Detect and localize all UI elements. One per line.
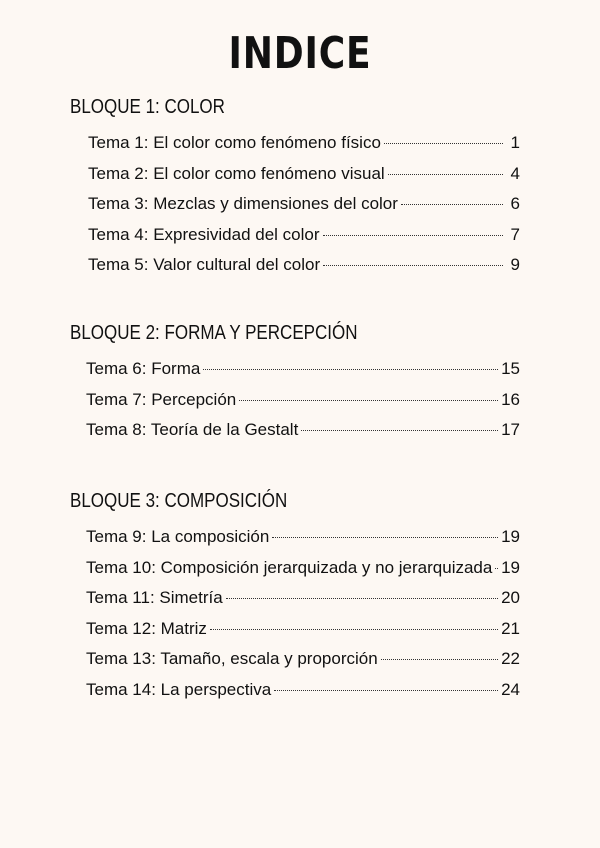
entry-page: 6 <box>510 194 520 213</box>
entry-label: Tema 1: El color como fenómeno físico <box>88 133 381 152</box>
entry-label: Tema 2: El color como fenómeno visual <box>88 163 385 183</box>
entry-label: Tema 14: La perspectiva <box>86 679 272 699</box>
entry-label: Tema 10: Composición jerarquizada y no jerarquizada <box>86 557 493 577</box>
entry-label: Tema 5: Valor cultural del color <box>88 255 321 274</box>
block-composicion <box>70 490 520 710</box>
entry-page: 21 <box>501 618 520 638</box>
toc-entry[interactable] <box>88 225 520 256</box>
dot-leader <box>323 235 503 236</box>
block-title: BLOQUE 2: FORMA Y PERCEPCIÓN <box>70 322 358 344</box>
dot-leader <box>495 568 498 569</box>
dot-leader <box>381 659 498 660</box>
entry-page: 9 <box>510 255 520 274</box>
block-forma-percepcion <box>70 322 520 451</box>
entry-label: Tema 13: Tamaño, escala y proporción <box>86 649 378 668</box>
toc-entry[interactable] <box>86 420 520 451</box>
entry-label: Tema 8: Teoría de la Gestalt <box>86 420 299 439</box>
entry-page: 17 <box>501 420 520 439</box>
entry-page: 7 <box>510 224 520 244</box>
toc-entry[interactable] <box>86 619 520 650</box>
entry-page: 16 <box>501 389 520 409</box>
entry-page: 24 <box>501 679 520 699</box>
dot-leader <box>226 598 498 599</box>
dot-leader <box>272 537 498 538</box>
entry-label: Tema 6: Forma <box>86 359 201 378</box>
dot-leader <box>323 265 503 266</box>
entry-label: Tema 4: Expresividad del color <box>88 224 320 244</box>
block-title: BLOQUE 1: COLOR <box>70 96 225 118</box>
dot-leader <box>388 174 503 175</box>
entry-page: 15 <box>501 359 520 378</box>
toc-entry[interactable] <box>86 390 520 421</box>
dot-leader <box>401 204 503 205</box>
entry-label: Tema 11: Simetría <box>86 588 223 607</box>
dot-leader <box>203 369 498 370</box>
dot-leader <box>210 629 498 630</box>
entry-label: Tema 7: Percepción <box>86 389 237 409</box>
toc-entry[interactable] <box>88 133 520 164</box>
dot-leader <box>301 430 498 431</box>
block-color <box>70 96 520 286</box>
toc-entry[interactable] <box>86 680 520 711</box>
toc-entry[interactable] <box>88 194 520 225</box>
toc-entry[interactable] <box>86 359 520 390</box>
toc-entry[interactable] <box>86 649 520 680</box>
entry-label: Tema 12: Matriz <box>86 618 207 638</box>
entry-page: 19 <box>501 527 520 546</box>
toc-entry[interactable] <box>86 558 520 589</box>
toc-entry[interactable] <box>86 588 520 619</box>
entry-label: Tema 9: La composición <box>86 527 270 546</box>
page-title: INDICE <box>228 28 372 79</box>
dot-leader <box>239 400 498 401</box>
entry-page: 1 <box>510 133 520 152</box>
entry-page: 4 <box>510 163 520 183</box>
toc-entry[interactable] <box>88 164 520 195</box>
dot-leader <box>274 690 498 691</box>
entry-label: Tema 3: Mezclas y dimensiones del color <box>88 194 398 213</box>
entry-page: 19 <box>501 557 520 577</box>
block-title: BLOQUE 3: COMPOSICIÓN <box>70 490 288 512</box>
entry-page: 22 <box>501 649 520 668</box>
dot-leader <box>384 143 503 144</box>
entry-page: 20 <box>501 588 520 607</box>
toc-entry[interactable] <box>86 527 520 558</box>
toc-entry[interactable] <box>88 255 520 286</box>
